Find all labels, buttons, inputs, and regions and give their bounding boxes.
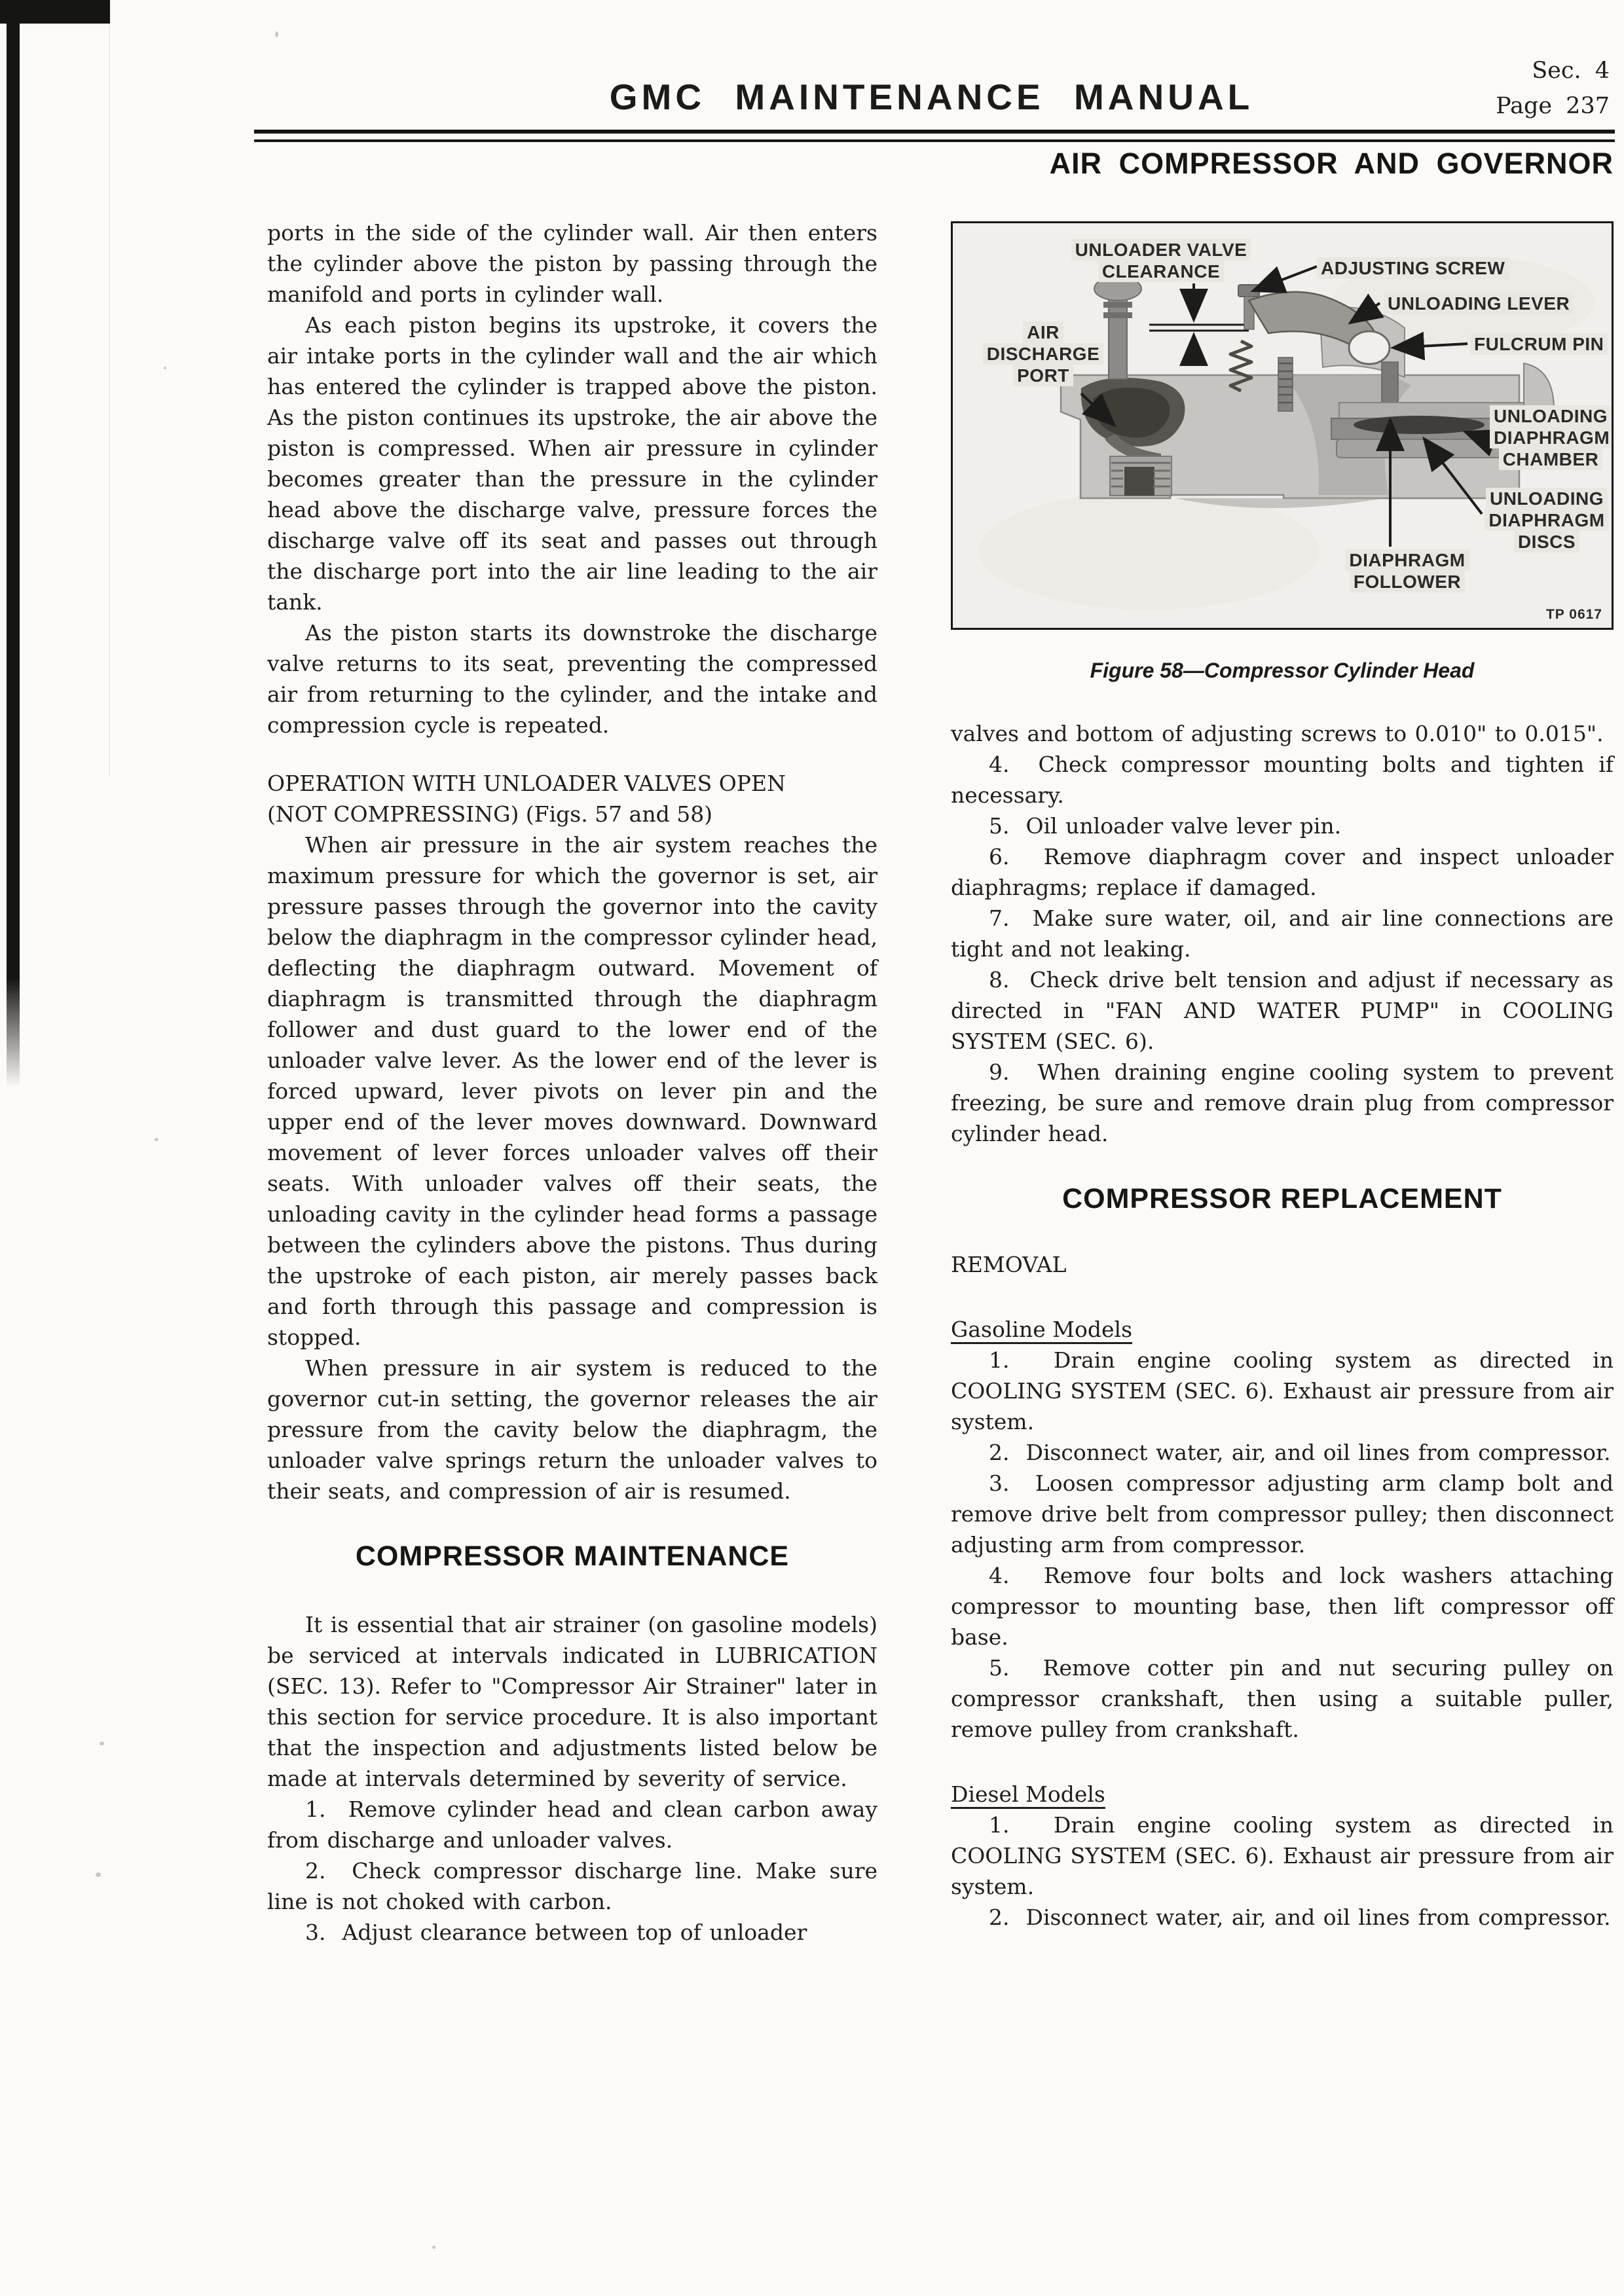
list-text: Check drive belt tension and adjust if necessary as directed in "FAN AND WATER PUMP" in COOLING SYSTEM (SEC. 6).	[951, 967, 1614, 1054]
figure-caption: Figure 58—Compressor Cylinder Head	[1090, 659, 1475, 682]
list-text: Oil unloader valve lever pin.	[1025, 813, 1342, 839]
list-number: 5.	[989, 1655, 1010, 1681]
figure-label-line: UNLOADER VALVE	[1071, 239, 1251, 261]
paragraph: When air pressure in the air system reaches the maximum pressure for which the governor is set, air pressure passes through the governor into the cavity below the diaphragm in the compressor cylinder head, deflecting the diaphragm outward. Movement of diaphragm is transmitted through the diaphragm follower and dust guard to the lower end of the unloader valve lever. As the lower end of the lever is forced upward, lever pivots on lever pin and the upper end of the lever moves downward. Downward movement of lever forces unloader valves off their seats. With unloader valves off their seats, the unloading cavity in the cylinder head forms a passage between the cylinders above the pistons. Thus during the upstroke of each piston, air merely passes back and forth through this passage and compression is stopped.	[267, 832, 877, 1350]
figure-label-line: UNLOADING	[1490, 405, 1612, 427]
list-text: Check compressor discharge line. Make sure line is not choked with carbon.	[267, 1858, 878, 1914]
paragraph: When pressure in air system is reduced to the governor cut-in setting, the governor releases the air pressure from the cavity below the diaphragm, the unloader valve springs return the unloader valves to their seats, and compression of air is resumed.	[267, 1355, 877, 1504]
list-text: Remove four bolts and lock washers attaching compressor to mounting base, then lift compressor off base.	[951, 1563, 1614, 1650]
list-item	[951, 1560, 1614, 1652]
list-number: 1.	[989, 1812, 1010, 1838]
figure-label-line: CHAMBER	[1499, 448, 1603, 470]
header-rule	[254, 139, 1615, 142]
list-item	[951, 1345, 1614, 1437]
list-item	[267, 1855, 877, 1917]
figure-label-line: ADJUSTING SCREW	[1317, 257, 1509, 279]
paragraph: ports in the side of the cylinder wall. Air then enters the cylinder above the piston by passing through the manifold and ports in cylinder wall.	[267, 220, 877, 307]
section-heading	[267, 768, 877, 829]
paragraph: valves and bottom of adjusting screws to 0.010" to 0.015".	[951, 721, 1604, 746]
figure-label-line: DIAPHRAGM	[1490, 427, 1614, 448]
list-number: 1.	[305, 1796, 326, 1822]
paragraph: As the piston starts its downstroke the discharge valve returns to its seat, preventing the compressed air from returning to the cylinder, and the intake and compression cycle is repeated.	[267, 620, 877, 738]
figure-label-line: DISCHARGE	[983, 343, 1104, 365]
figure-label-line: UNLOADING	[1486, 488, 1608, 509]
figure-label-line: FOLLOWER	[1350, 571, 1465, 592]
scan-speck	[432, 2246, 435, 2249]
figure-label-air-discharge-port	[971, 321, 1115, 386]
header-rule	[254, 130, 1615, 134]
list-number: 2.	[989, 1904, 1010, 1930]
list-text: Check compressor mounting bolts and tighten if necessary.	[951, 752, 1614, 808]
list-number: 1.	[989, 1347, 1010, 1373]
figure-label-line: AIR	[1023, 321, 1063, 343]
figure-label-line: PORT	[1013, 365, 1073, 386]
list-item	[951, 1437, 1614, 1468]
scan-speck	[164, 367, 166, 369]
figure-label-line: CLEARANCE	[1098, 261, 1224, 282]
left-column	[267, 217, 877, 1948]
section-heading: REMOVAL	[951, 1252, 1067, 1277]
figure-label-fulcrum-pin	[1470, 333, 1613, 355]
heading-line: OPERATION WITH UNLOADER VALVES OPEN	[267, 771, 786, 796]
figure-label-line: DIAPHRAGM	[1345, 549, 1469, 571]
paragraph: It is essential that air strainer (on gasoline models) be serviced at intervals indicated in LUBRICATION (SEC. 13). Refer to "Compressor Air Strainer" later in this section for service procedure. It is also important that the inspection and adjustments listed below be made at intervals determined by severity of service.	[267, 1612, 877, 1791]
list-text: Drain engine cooling system as directed in COOLING SYSTEM (SEC. 6). Exhaust air pressure from air system.	[951, 1347, 1614, 1434]
section-heading: Gasoline Models	[951, 1317, 1133, 1342]
heading-line: (NOT COMPRESSING) (Figs. 57 and 58)	[267, 801, 713, 827]
figure-label-unloader-valve-clearance	[1050, 239, 1272, 282]
list-text: Make sure water, oil, and air line connections are tight and not leaking.	[951, 905, 1614, 962]
scan-page-edge	[109, 24, 110, 776]
list-item	[951, 1468, 1614, 1560]
right-column	[951, 221, 1614, 1933]
list-item	[951, 841, 1614, 903]
list-text: Remove diaphragm cover and inspect unloader diaphragms; replace if damaged.	[951, 844, 1614, 900]
list-text: Remove cylinder head and clean carbon away from discharge and unloader valves.	[267, 1796, 878, 1853]
list-text: When draining engine cooling system to prevent freezing, be sure and remove drain plug from compressor cylinder head.	[951, 1059, 1614, 1146]
list-text: Adjust clearance between top of unloader	[342, 1920, 807, 1945]
list-item	[267, 1794, 877, 1855]
scan-speck	[155, 1138, 158, 1141]
list-text: Disconnect water, air, and oil lines from compressor.	[1025, 1440, 1611, 1465]
chapter-title: AIR COMPRESSOR AND GOVERNOR	[1049, 147, 1614, 180]
scan-speck	[100, 1741, 104, 1745]
list-number: 8.	[989, 967, 1010, 993]
list-text: Loosen compressor adjusting arm clamp bolt and remove drive belt from compressor pulley; then disconnect adjusting arm from compressor.	[951, 1470, 1614, 1558]
figure-label-unloading-lever	[1384, 293, 1614, 314]
list-number: 6.	[989, 844, 1010, 869]
list-item	[951, 1652, 1614, 1745]
plate-code: TP 0617	[1545, 607, 1602, 622]
list-item	[951, 1057, 1614, 1149]
list-item	[951, 1810, 1614, 1902]
list-item	[951, 749, 1614, 811]
list-number: 4.	[989, 1563, 1010, 1588]
list-number: 3.	[305, 1920, 326, 1945]
section-heading: Diesel Models	[951, 1781, 1105, 1807]
scan-speck	[96, 1872, 101, 1877]
section-number: Sec. 4	[1532, 58, 1610, 84]
list-text: Disconnect water, air, and oil lines from compressor.	[1025, 1904, 1611, 1930]
figure-58	[951, 221, 1614, 630]
paragraph: As each piston begins its upstroke, it covers the air intake ports in the cylinder wall and the air which has entered the cylinder is trapped above the piston. As the piston continues its upstroke, the air above the piston is compressed. When air pressure in cylinder becomes greater than the pressure in the cylinder head above the discharge valve, pressure forces the discharge valve off its seat and passes out through the discharge port into the air line leading to the air tank.	[267, 312, 877, 615]
list-item	[951, 1902, 1614, 1933]
list-item	[951, 964, 1614, 1057]
figure-label-unloading-diaphragm-chamber	[1490, 405, 1612, 470]
list-text: Remove cotter pin and nut securing pulley on compressor crankshaft, then using a suitable puller, remove pulley from crankshaft.	[951, 1655, 1614, 1742]
figure-label-line: UNLOADING LEVER	[1384, 293, 1574, 314]
section-heading: COMPRESSOR MAINTENANCE	[355, 1540, 790, 1572]
list-number: 4.	[989, 752, 1010, 777]
figure-label-diaphragm-follower	[1338, 549, 1477, 592]
list-number: 2.	[305, 1858, 326, 1884]
section-heading: COMPRESSOR REPLACEMENT	[1062, 1183, 1502, 1214]
list-item	[951, 903, 1614, 964]
scan-speck	[275, 31, 278, 37]
list-number: 2.	[989, 1440, 1010, 1465]
list-number: 7.	[989, 905, 1010, 931]
list-number: 9.	[989, 1059, 1010, 1085]
figure-label-line: DIAPHRAGM	[1485, 509, 1608, 531]
list-number: 3.	[989, 1470, 1010, 1496]
list-number: 5.	[989, 813, 1010, 839]
list-item	[951, 811, 1614, 841]
list-item	[267, 1917, 877, 1948]
figure-label-line: DISCS	[1514, 531, 1579, 553]
scan-artifact-left-bar	[7, 0, 20, 1087]
figure-label-unloading-diaphragm-discs	[1485, 488, 1609, 553]
figure-label-line: FULCRUM PIN	[1470, 333, 1608, 355]
manual-title: GMC MAINTENANCE MANUAL	[609, 77, 1254, 117]
figure-label-adjusting-screw	[1317, 257, 1553, 279]
list-text: Drain engine cooling system as directed in COOLING SYSTEM (SEC. 6). Exhaust air pressure from air system.	[951, 1812, 1614, 1899]
page-number: Page 237	[1496, 93, 1610, 119]
